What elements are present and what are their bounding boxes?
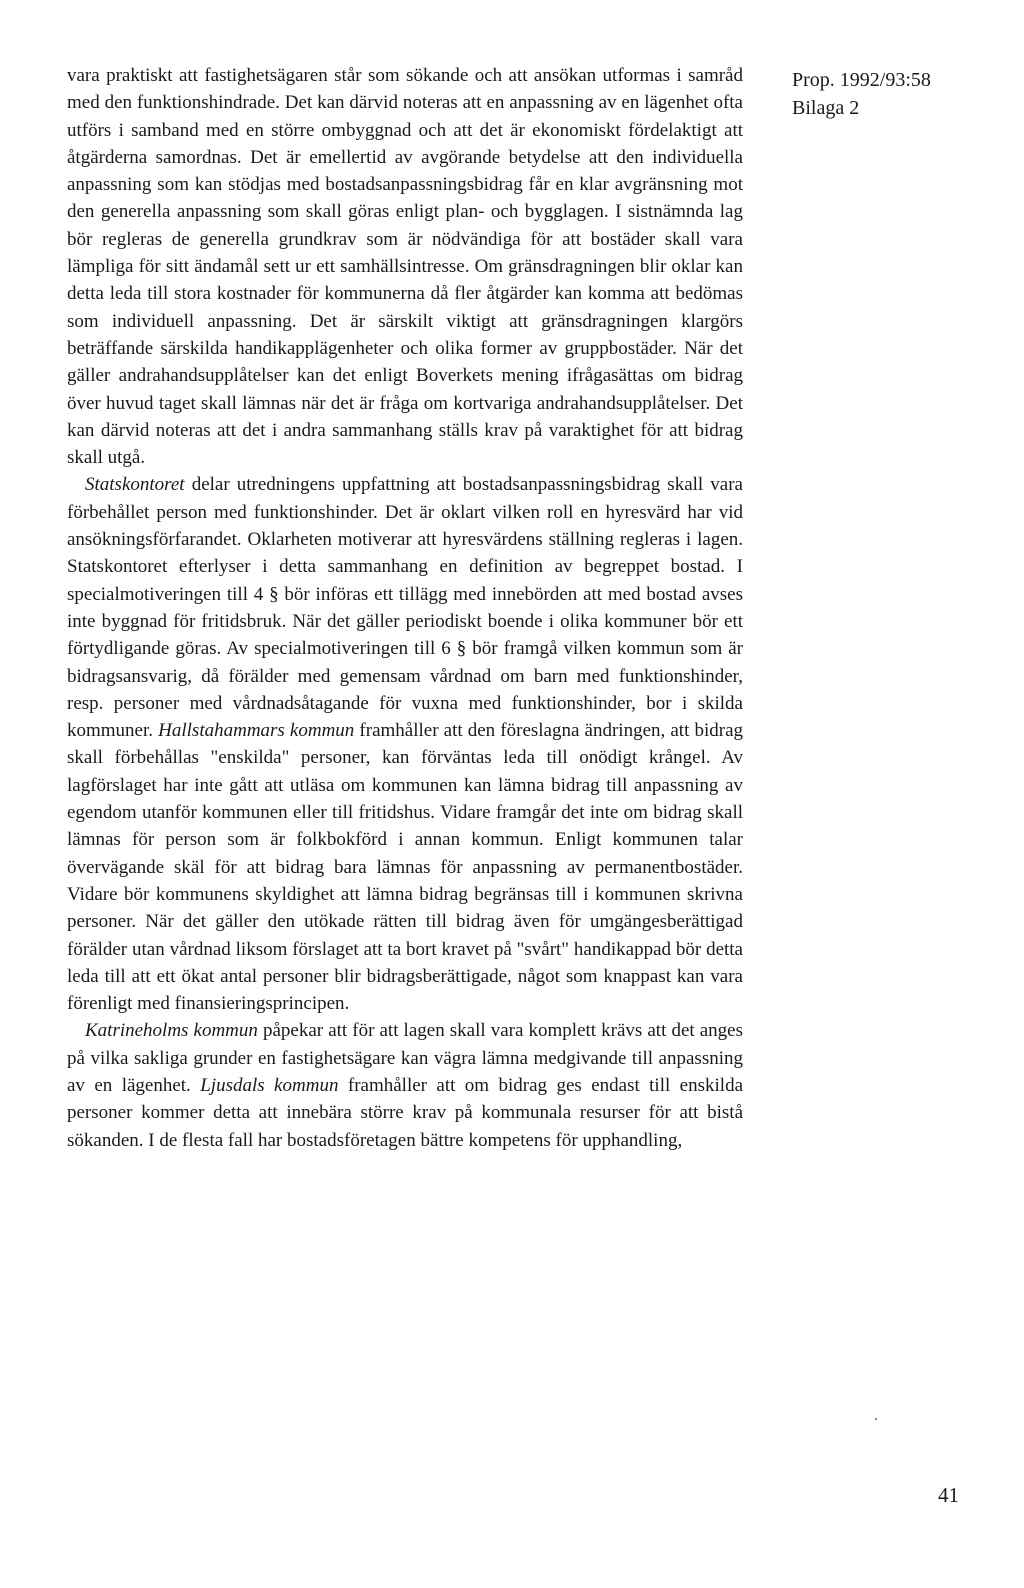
organisation-name: Katrineholms kommun [85, 1020, 258, 1042]
appendix-label: Bilaga 2 [792, 97, 860, 119]
paragraph-text: delar utredningens uppfattning att bostadsanpassningsbidrag skall vara förbehållet person med funktionshinder. Det är oklart vilken roll en hyresvärd har vid ansökningsförfarandet. Oklarheten motiverar att hyresvärdens ställning regleras i lagen. Statskontoret efterlyser i detta sammanhang en definition av begreppet bostad. I specialmotiveringen till 4 § bör införas ett tillägg med innebörden att med bostad avses inte byggnad för fritidsbruk. När det gäller periodiskt boende i olika kommuner bör ett förtydligande göras. Av specialmotiveringen till 6 § bör framgå vilken kommun som är bidragsansvarig, då förälder med gemensam vårdnad om barn med funktionshinder, resp. personer med vårdnadsåtagande för vuxna med funktionshinder, bor i skilda kommuner. [67, 474, 743, 742]
organisation-name: Hallstahammars kommun [158, 720, 355, 742]
document-reference [792, 66, 931, 122]
paragraph-1: vara praktiskt att fastighetsägaren står som sökande och att ansökan utformas i samråd med den funktionshindrade. Det kan därvid noteras att en anpassning av en lägenhet ofta utförs i samband med en större ombyggnad och att det är ekonomiskt fördelaktigt att åtgärderna samordnas. Det är emellertid av avgörande betydelse att den individuella anpassning som kan stödjas med bostadsanpassningsbidrag får en klar avgränsning mot den generella anpassning som skall göras enligt plan- och bygglagen. I sistnämnda lag bör regleras de generella grundkrav som är nödvändiga för att bostäder skall vara lämpliga för sitt ändamål sett ur ett samhällsintresse. Om gränsdragningen blir oklar kan detta leda till stora kostnader för kommunerna då fler åtgärder kan komma att bedömas som individuell anpassning. Det är särskilt viktigt att gränsdragningen klargörs beträffande särskilda handikapplägenheter och olika former av gruppbostäder. När det gäller andrahandsupplåtelser kan det enligt Boverkets mening ifrågasättas om bidrag över huvud taget skall lämnas när det är fråga om kortvariga andrahandsupplåtelser. Det kan därvid noteras att det i andra sammanhang ställs krav på varaktighet för att bidrag skall utgå. [67, 65, 743, 469]
paragraph-text: framhåller att om bidrag ges endast till enskilda personer kommer detta att innebära större krav på kommunala resurser för att bistå sökanden. I de flesta fall har bostadsföretagen bättre kompetens för upphandling, [67, 1074, 744, 1151]
proposition-number: Prop. 1992/93:58 [792, 69, 931, 91]
organisation-name: Statskontoret [85, 474, 185, 496]
paragraph-text: framhåller att den föreslagna ändringen, att bidrag skall förbehållas "enskilda" personer, kan förväntas leda till onödigt krångel. Av lagförslaget har inte gått att utläsa om kommunen kan lämna bidrag till anpassning av egendom utanför kommunen eller till fritidshus. Vidare framgår det inte om bidrag skall lämnas för person som är folkbokförd i annan kommun. Enligt kommunen talar övervägande skäl för att bidrag bara lämnas för anpassning av permanentbostäder. Vidare bör kommunens skyldighet att lämna bidrag begränsas till i kommunen skrivna personer. När det gäller den utökade rätten till bidrag även för umgängesberättigad förälder utan vårdnad liksom förslaget att ta bort kravet på "svårt" handikappad bör detta leda till att ett ökat antal personer blir bidragsberättigade, något som knappast kan vara förenligt med finansieringsprincipen. [67, 720, 743, 1015]
body-text [67, 62, 743, 1154]
paragraph-3 [67, 1017, 743, 1153]
page-number: 41 [938, 1483, 959, 1507]
organisation-name: Ljusdals kommun [200, 1074, 339, 1096]
paragraph-2 [67, 471, 743, 1017]
scan-speck [875, 1418, 877, 1420]
paragraph-text: påpekar att för att lagen skall vara komplett krävs att det anges på vilka sakliga grunder en fastighetsägare kan vägra lämna medgivande till anpassning av en lägenhet. [67, 1020, 743, 1096]
